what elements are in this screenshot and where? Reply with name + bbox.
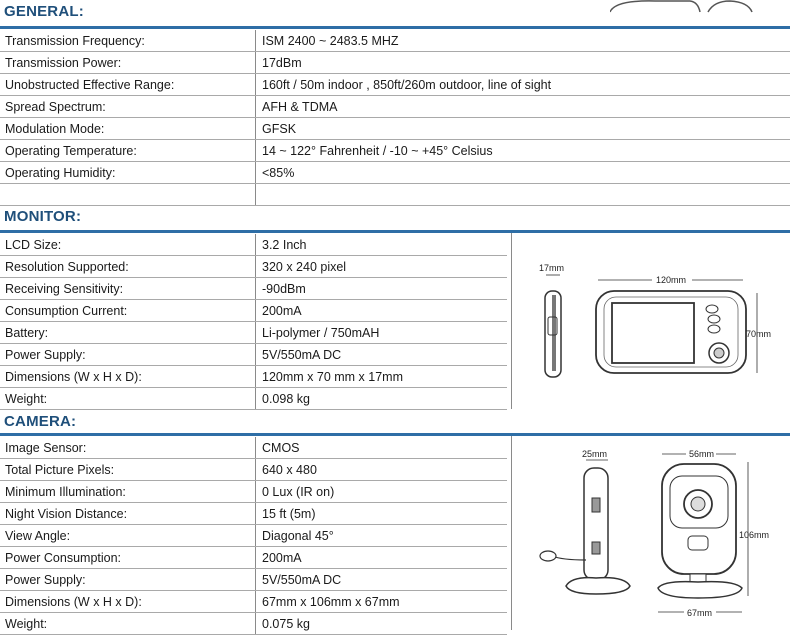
spec-value: 0.098 kg (256, 388, 508, 410)
spec-label: Modulation Mode: (0, 118, 256, 140)
spec-value: 320 x 240 pixel (256, 256, 508, 278)
spec-value: Li-polymer / 750mAH (256, 322, 508, 344)
spec-value: 200mA (256, 547, 508, 569)
spec-label: Unobstructed Effective Range: (0, 74, 256, 96)
camera-spec-row (0, 547, 507, 569)
spec-label: Dimensions (W x H x D): (0, 366, 256, 388)
spec-value: 17dBm (256, 52, 790, 74)
general-spec-row (0, 184, 790, 206)
general-spec-table (0, 30, 790, 206)
camera-dimension-diagram (512, 436, 790, 630)
general-spec-row (0, 162, 790, 184)
spec-value: 3.2 Inch (256, 234, 508, 256)
general-spec-row (0, 52, 790, 74)
general-spec-row (0, 74, 790, 96)
spec-label: Minimum Illumination: (0, 481, 256, 503)
general-spec-row (0, 30, 790, 52)
spec-label: Transmission Power: (0, 52, 256, 74)
general-spec-row (0, 140, 790, 162)
monitor-spec-table (0, 234, 507, 410)
monitor-screen-icon (612, 303, 694, 363)
spec-label: Resolution Supported: (0, 256, 256, 278)
spec-value: CMOS (256, 437, 508, 459)
monitor-depth-label: 17mm (539, 263, 564, 273)
monitor-spec-row (0, 234, 507, 256)
device-top-outline-icon (610, 0, 760, 14)
camera-width-label: 56mm (689, 449, 714, 459)
general-spec-row (0, 118, 790, 140)
camera-spec-row (0, 613, 507, 635)
camera-diagram-panel (511, 436, 790, 630)
spec-value: AFH & TDMA (256, 96, 790, 118)
spec-label (0, 184, 256, 206)
camera-spec-row (0, 569, 507, 591)
section-title-general: GENERAL: (4, 3, 84, 20)
monitor-spec-row (0, 388, 507, 410)
spec-label: View Angle: (0, 525, 256, 547)
spec-value (256, 184, 790, 206)
spec-value: <85% (256, 162, 790, 184)
spec-label: Power Supply: (0, 344, 256, 366)
camera-base-label: 67mm (687, 608, 712, 618)
spec-label: Weight: (0, 388, 256, 410)
spec-label: Receiving Sensitivity: (0, 278, 256, 300)
spec-value: 640 x 480 (256, 459, 508, 481)
monitor-spec-row (0, 366, 507, 388)
spec-value: Diagonal 45° (256, 525, 508, 547)
camera-spec-row (0, 591, 507, 613)
spec-label: Operating Humidity: (0, 162, 256, 184)
camera-height-label: 106mm (739, 530, 769, 540)
spec-label: Power Supply: (0, 569, 256, 591)
section-divider-general (0, 26, 790, 29)
spec-value: 5V/550mA DC (256, 569, 508, 591)
monitor-spec-row (0, 322, 507, 344)
spec-value: 5V/550mA DC (256, 344, 508, 366)
spec-value: 67mm x 106mm x 67mm (256, 591, 508, 613)
spec-value: GFSK (256, 118, 790, 140)
spec-label: LCD Size: (0, 234, 256, 256)
monitor-width-label: 120mm (656, 275, 686, 285)
monitor-spec-row (0, 300, 507, 322)
spec-label: Total Picture Pixels: (0, 459, 256, 481)
monitor-height-label: 70mm (746, 329, 771, 339)
spec-value: 0 Lux (IR on) (256, 481, 508, 503)
spec-label: Image Sensor: (0, 437, 256, 459)
camera-spec-row (0, 503, 507, 525)
spec-value: 14 ~ 122° Fahrenheit / -10 ~ +45° Celsius (256, 140, 790, 162)
spec-value: 200mA (256, 300, 508, 322)
spec-label: Spread Spectrum: (0, 96, 256, 118)
section-title-monitor: MONITOR: (4, 208, 81, 225)
general-spec-row (0, 96, 790, 118)
monitor-diagram-panel (511, 233, 790, 409)
spec-value: ISM 2400 ~ 2483.5 MHZ (256, 30, 790, 52)
spec-value: 0.075 kg (256, 613, 508, 635)
camera-spec-row (0, 437, 507, 459)
spec-value: 160ft / 50m indoor , 850ft/260m outdoor, line of sight (256, 74, 790, 96)
camera-spec-row (0, 481, 507, 503)
section-title-camera: CAMERA: (4, 413, 76, 430)
monitor-spec-row (0, 278, 507, 300)
camera-spec-table (0, 437, 507, 635)
camera-spec-row (0, 459, 507, 481)
spec-value: 120mm x 70 mm x 17mm (256, 366, 508, 388)
spec-value: -90dBm (256, 278, 508, 300)
camera-depth-label: 25mm (582, 449, 607, 459)
spec-label: Power Consumption: (0, 547, 256, 569)
spec-value: 15 ft (5m) (256, 503, 508, 525)
monitor-dimension-diagram (512, 233, 790, 409)
spec-label: Transmission Frequency: (0, 30, 256, 52)
spec-label: Weight: (0, 613, 256, 635)
monitor-spec-row (0, 256, 507, 278)
spec-label: Dimensions (W x H x D): (0, 591, 256, 613)
camera-spec-row (0, 525, 507, 547)
monitor-spec-row (0, 344, 507, 366)
spec-label: Night Vision Distance: (0, 503, 256, 525)
spec-label: Operating Temperature: (0, 140, 256, 162)
camera-side-view-icon (584, 468, 608, 580)
spec-label: Battery: (0, 322, 256, 344)
spec-label: Consumption Current: (0, 300, 256, 322)
